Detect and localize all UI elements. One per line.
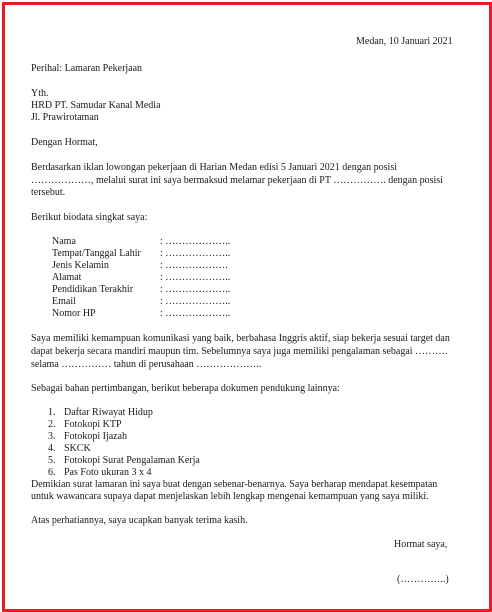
- salutation: Dengan Hormat,: [31, 137, 98, 148]
- biodata-value: : ………………..: [160, 308, 231, 319]
- document-number: 4.: [48, 443, 56, 454]
- biodata-intro: Berikut biodata singkat saya:: [31, 212, 148, 223]
- letter-date: Medan, 10 Januari 2021: [356, 36, 453, 47]
- document-number: 5.: [48, 455, 56, 466]
- intro-line: Berdasarkan iklan lowongan pekerjaan di Harian Medan edisi 5 Januari 2021 dengan posisi: [31, 162, 398, 173]
- document-item: Daftar Riwayat Hidup: [64, 407, 153, 418]
- document-item: Fotokopi KTP: [64, 419, 122, 430]
- biodata-value: : ……………….: [160, 260, 228, 271]
- intro-line: tersebut.: [31, 187, 66, 198]
- closing-line: untuk wawancara supaya dapat menjelaskan lebih lengkap mengenai kemampuan yang saya miliki.: [31, 491, 429, 502]
- closing-line: Demikian surat lamaran ini saya buat dengan sebenar-benarnya. Saya berharap mendapat kesempatan: [31, 479, 438, 490]
- biodata-label: Nomor HP: [52, 308, 96, 319]
- biodata-label: Email: [52, 296, 76, 307]
- recipient-address: Jl. Prawirotaman: [31, 112, 99, 123]
- letter-subject: Perihal: Lamaran Pekerjaan: [31, 63, 143, 74]
- experience-line: Saya memiliki kemampuan komunikasi yang baik, berbahasa Inggris aktif, siap bekerja sesuai target dan: [31, 333, 450, 344]
- biodata-label: Tempat/Tanggal Lahir: [52, 248, 141, 259]
- biodata-label: Alamat: [52, 272, 82, 283]
- biodata-label: Nama: [52, 236, 76, 247]
- recipient-greeting: Yth.: [31, 88, 49, 99]
- biodata-value: : ………………..: [160, 284, 231, 295]
- intro-line: ………………, melalui surat ini saya bermaksud melamar pekerjaan di PT ……………. dengan posisi: [31, 175, 443, 186]
- sign-off: Hormat saya,: [394, 539, 448, 550]
- biodata-label: Jenis Kelamin: [52, 260, 109, 271]
- document-item: Pas Foto ukuran 3 x 4: [64, 467, 152, 478]
- thanks-line: Atas perhatiannya, saya ucapkan banyak terima kasih.: [31, 515, 248, 526]
- document-item: SKCK: [64, 443, 91, 454]
- document-item: Fotokopi Surat Pengalaman Kerja: [64, 455, 200, 466]
- letter-page: [5, 5, 489, 609]
- signature-placeholder: (…………..): [397, 574, 449, 585]
- biodata-value: : ………………..: [160, 296, 231, 307]
- biodata-value: : ………………..: [160, 272, 231, 283]
- document-number: 1.: [48, 407, 56, 418]
- biodata-label: Pendidikan Terakhir: [52, 284, 134, 295]
- documents-intro: Sebagai bahan pertimbangan, berikut beberapa dokumen pendukung lainnya:: [31, 383, 340, 394]
- experience-line: selama …………… tahun di perusahaan ………………..: [31, 359, 262, 370]
- biodata-value: : ………………..: [160, 236, 231, 247]
- document-item: Fotokopi Ijazah: [64, 431, 128, 442]
- document-number: 2.: [48, 419, 56, 430]
- experience-line: dapat bekerja secara mandiri maupun tim. Sebelumnya saya juga memiliki pengalaman sebagai ……….: [31, 346, 448, 357]
- biodata-value: : ………………..: [160, 248, 231, 259]
- document-number: 6.: [48, 467, 56, 478]
- document-number: 3.: [48, 431, 56, 442]
- recipient-company: HRD PT. Samudar Kanal Media: [31, 100, 161, 111]
